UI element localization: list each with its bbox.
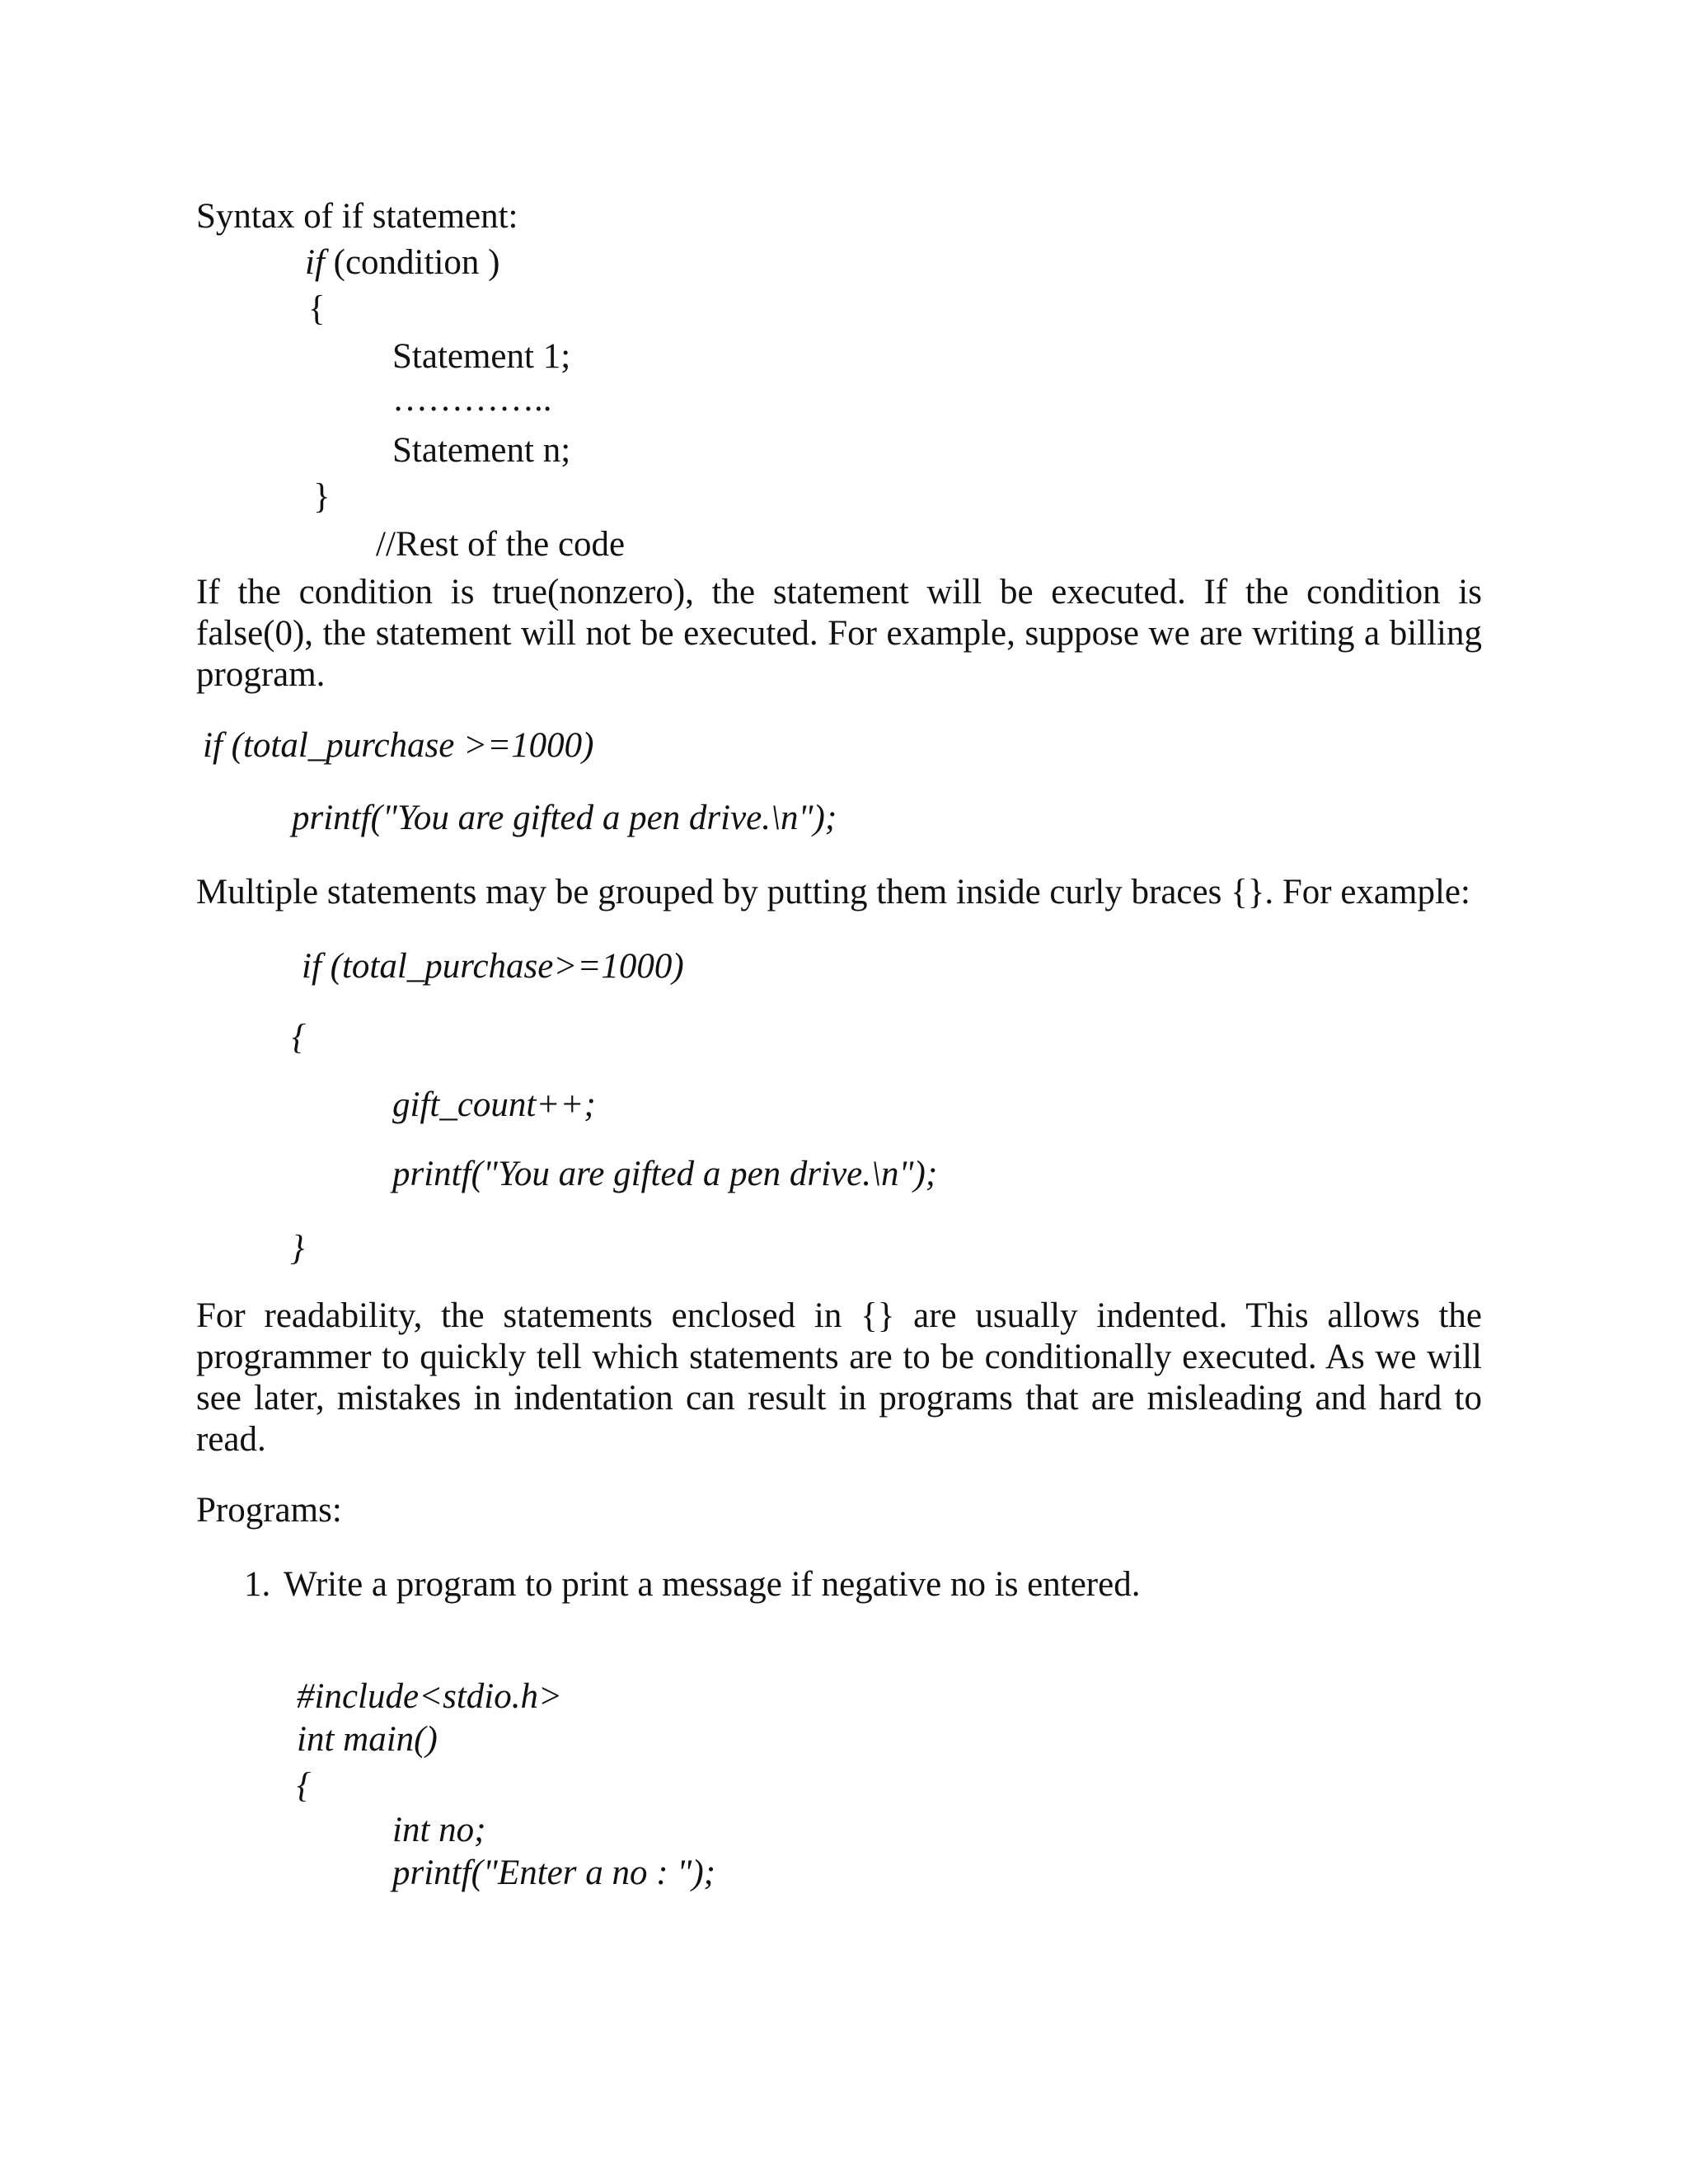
if-keyword: if <box>305 243 325 282</box>
example2-if-line: if (total_purchase>=1000) <box>302 947 684 986</box>
example1-if-line: if (total_purchase >=1000) <box>203 726 594 765</box>
syntax-open-brace: { <box>308 289 326 328</box>
syntax-statement-1: Statement 1; <box>392 337 571 376</box>
example2-open-brace: { <box>292 1018 307 1057</box>
code-open-brace: { <box>297 1766 312 1805</box>
example1-printf-line: printf("You are gifted a pen drive.\n"); <box>292 799 837 837</box>
code-decl: int no; <box>392 1811 486 1849</box>
code-printf: printf("Enter a no : "); <box>392 1854 715 1892</box>
example2-printf-line: printf("You are gifted a pen drive.\n"); <box>392 1155 938 1193</box>
syntax-statement-n: Statement n; <box>392 431 571 470</box>
syntax-dots: ………….. <box>392 380 552 419</box>
syntax-close-brace: } <box>313 477 331 516</box>
paragraph-multiple-statements: Multiple statements may be grouped by putting them inside curly braces {}. For example: <box>196 873 1470 912</box>
program1-number: 1. <box>244 1565 271 1604</box>
programs-heading: Programs: <box>196 1491 342 1530</box>
paragraph-readability: For readability, the statements enclosed in {} are usually indented. This allows the programmer to quickly tell which statements are to be conditionally executed. As we will see later, mistakes in indentation can result in programs that are misleading and hard to read. <box>196 1296 1482 1459</box>
if-condition: (condition ) <box>324 243 500 282</box>
paragraph-condition: If the condition is true(nonzero), the statement will be executed. If the condition is false(0), the statement will not be executed. For example, suppose we are writing a billing program. <box>196 573 1482 694</box>
program1-title: Write a program to print a message if negative no is entered. <box>284 1565 1141 1604</box>
syntax-rest-comment: //Rest of the code <box>376 525 626 564</box>
code-main: int main() <box>297 1720 438 1759</box>
code-include: #include<stdio.h> <box>297 1677 562 1716</box>
example2-close-brace: } <box>290 1229 305 1268</box>
syntax-if-line <box>305 242 499 284</box>
example2-gift-count: gift_count++; <box>392 1085 596 1124</box>
syntax-heading: Syntax of if statement: <box>196 197 518 236</box>
